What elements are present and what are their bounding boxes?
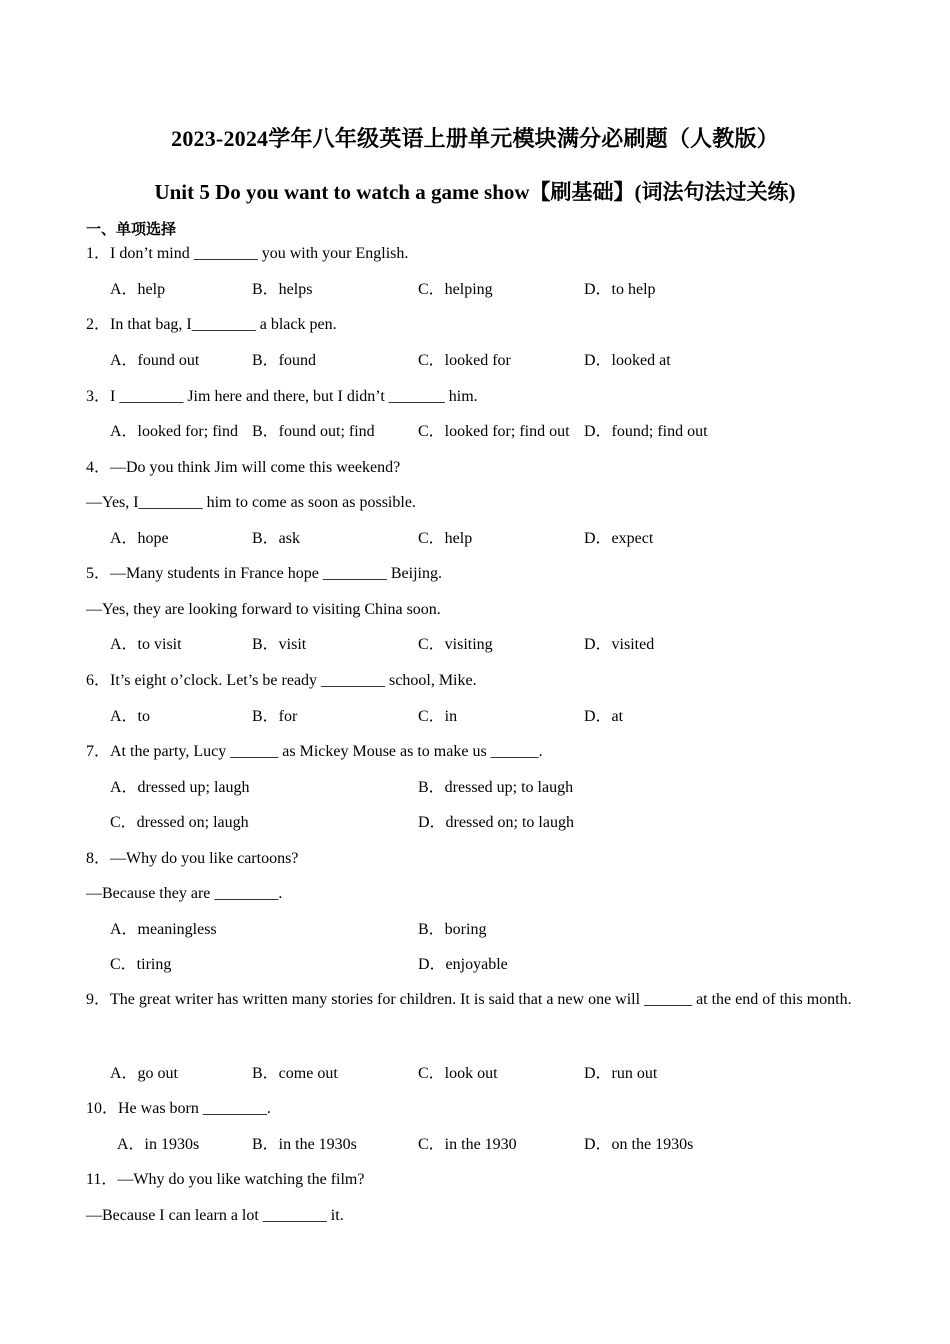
q2-option-b: B．found [252, 352, 317, 369]
q4-option-b: B．ask [252, 530, 301, 547]
q2-option-c: C．looked for [418, 352, 511, 369]
q7-option-d: D．dressed on; to laugh [418, 814, 574, 831]
q9-option-a: A．go out [110, 1065, 179, 1082]
question-10-stem: 10．He was born ________. [86, 1100, 271, 1117]
q1-option-d: D．to help [584, 281, 656, 298]
q3-option-a: A．looked for; find [110, 423, 238, 440]
q5-option-b: B．visit [252, 636, 307, 653]
question-8-stem: 8．—Why do you like cartoons? [86, 850, 299, 867]
q2-option-d: D．looked at [584, 352, 671, 369]
document-subtitle: Unit 5 Do you want to watch a game show【刷基础】(词法句法过关练) [154, 180, 796, 204]
question-1-stem: 1．I don’t mind ________ you with your English. [86, 245, 409, 262]
q1-option-c: C．helping [418, 281, 493, 298]
q9-option-c: C．look out [418, 1065, 498, 1082]
q10-option-c: C．in the 1930 [418, 1136, 517, 1153]
q6-option-b: B．for [252, 708, 298, 725]
q7-option-a: A．dressed up; laugh [110, 779, 250, 796]
q4-option-d: D．expect [584, 530, 654, 547]
q10-option-b: B．in the 1930s [252, 1136, 357, 1153]
q8-option-d: D．enjoyable [418, 956, 508, 973]
q3-option-c: C．looked for; find out [418, 423, 570, 440]
q2-option-a: A．found out [110, 352, 200, 369]
document-title: 2023-2024学年八年级英语上册单元模块满分必刷题（人教版） [171, 126, 779, 151]
q10-option-a: A．in 1930s [117, 1136, 200, 1153]
q8-option-b: B．boring [418, 921, 487, 938]
q5-option-d: D．visited [584, 636, 655, 653]
q4-option-c: C．help [418, 530, 473, 547]
q7-option-b: B．dressed up; to laugh [418, 779, 574, 796]
q3-option-d: D．found; find out [584, 423, 708, 440]
question-8-reply: —Because they are ________. [86, 885, 283, 902]
question-6-stem: 6．It’s eight o’clock. Let’s be ready ________ school, Mike. [86, 672, 477, 689]
q5-option-a: A．to visit [110, 636, 182, 653]
q8-option-c: C．tiring [110, 956, 172, 973]
q6-option-d: D．at [584, 708, 624, 725]
section-heading: 一、单项选择 [86, 220, 177, 238]
question-5-stem: 5．—Many students in France hope ________ Beijing. [86, 565, 442, 582]
q3-option-b: B．found out; find [252, 423, 375, 440]
q9-option-d: D．run out [584, 1065, 658, 1082]
q9-option-b: B．come out [252, 1065, 338, 1082]
q8-option-a: A．meaningless [110, 921, 217, 938]
question-11-reply: —Because I can learn a lot ________ it. [86, 1207, 344, 1224]
q5-option-c: C．visiting [418, 636, 493, 653]
question-11-stem: 11．—Why do you like watching the film? [86, 1171, 365, 1188]
q6-option-a: A．to [110, 708, 151, 725]
q7-option-c: C．dressed on; laugh [110, 814, 249, 831]
question-7-stem: 7．At the party, Lucy ______ as Mickey Mouse as to make us ______. [86, 743, 543, 760]
question-5-reply: —Yes, they are looking forward to visiting China soon. [86, 601, 441, 618]
question-3-stem: 3．I ________ Jim here and there, but I didn’t _______ him. [86, 388, 478, 405]
q10-option-d: D．on the 1930s [584, 1136, 694, 1153]
question-9-stem: 9．The great writer has written many stories for children. It is said that a new one will ______ at the end of this month. [86, 991, 852, 1008]
q4-option-a: A．hope [110, 530, 169, 547]
question-4-stem: 4．—Do you think Jim will come this weekend? [86, 459, 401, 476]
q1-option-b: B．helps [252, 281, 313, 298]
question-2-stem: 2．In that bag, I________ a black pen. [86, 316, 337, 333]
q6-option-c: C．in [418, 708, 458, 725]
q1-option-a: A．help [110, 281, 166, 298]
question-4-reply: —Yes, I________ him to come as soon as possible. [86, 494, 416, 511]
